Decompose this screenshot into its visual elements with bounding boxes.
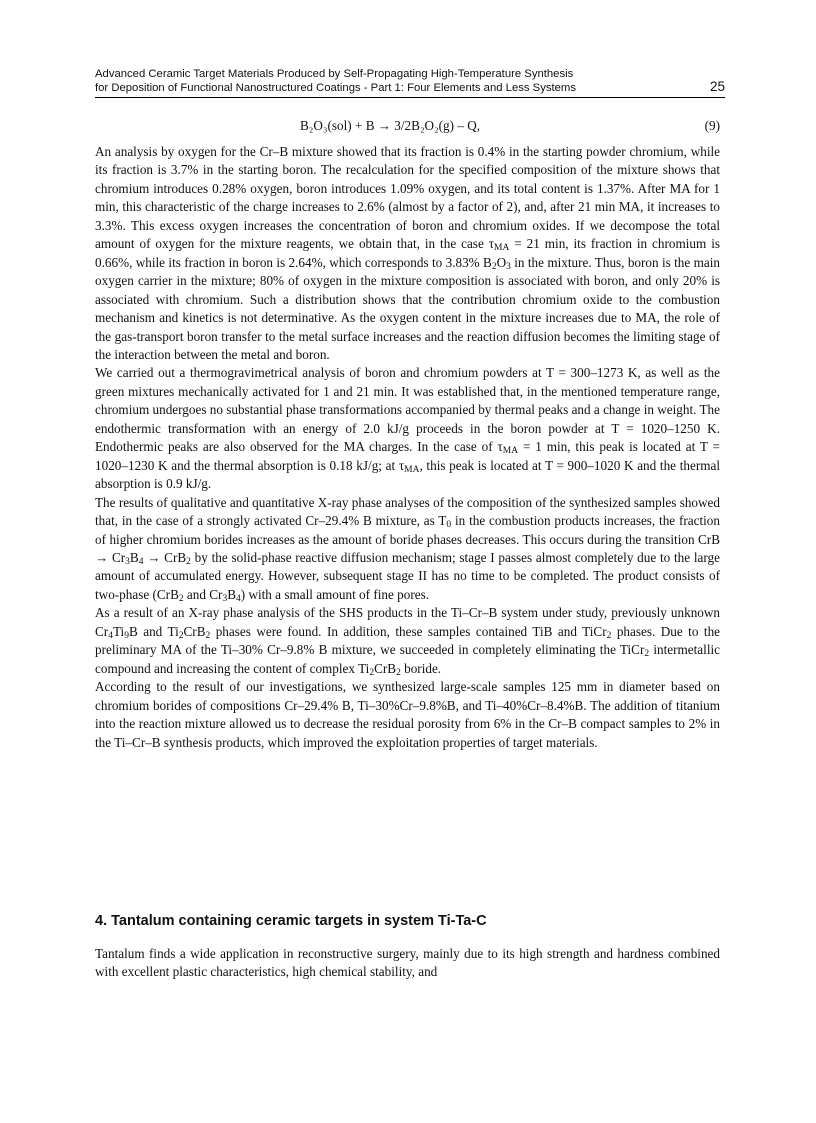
section-body-text bbox=[95, 945, 720, 982]
paragraph: According to the result of our investigations, we synthesized large-scale samples 125 mm in diameter based on chromium borides of compositions Cr–29.4% B, Ti–30%Cr–9.8%B, and Ti–40%Cr–8.4%B. The addition of titanium into the reaction mixture allowed us to decrease the residual porosity from 6% in the Cr–B compact samples to 2% in the Ti–Cr–B synthesis products, which improved the exploitation properties of target materials. bbox=[95, 679, 720, 750]
header-line-1: Advanced Ceramic Target Materials Produced by Self-Propagating High-Temperature Synthesis bbox=[95, 68, 574, 80]
header-line-2: for Deposition of Functional Nanostructured Coatings - Part 1: Four Elements and Less Systems bbox=[95, 81, 576, 94]
section-heading: 4. Tantalum containing ceramic targets in system Ti-Ta-C bbox=[95, 913, 487, 929]
page-number: 25 bbox=[709, 79, 725, 94]
equation-number: (9) bbox=[704, 118, 720, 133]
paragraph: We carried out a thermogravimetrical analysis of boron and chromium powders at T = 300–1273 K, as well as the green mixtures mechanically activated for 1 and 21 min. It was established that, in the mentioned temperature range, chromium undergoes no substantial phase transformations accompanied by thermal peaks and a change in weight. The endothermic transformation with an energy of 2.0 kJ/g proceeds in the boron powder at T = 1020–1250 K. Endothermic peaks are also observed for the MA charges. In the case of $\tau_{MA} = 1$ min, this peak is located at T = 1020–1230 K and the thermal absorption is 0.18 kJ/g; at $\tau_{MA}$, this peak is located at T = 900–1020 K and the thermal absorption is 0.9 kJ/g. bbox=[95, 365, 721, 492]
equation-9 bbox=[95, 115, 720, 135]
paragraph: As a result of an X-ray phase analysis of the SHS products in the Ti–Cr–B system under study, previously unknown $Cr_4Ti_9B$ and $Ti_2CrB_2$ phases were found. In addition, these samples contained TiB and TiCr$_2$ phases. Due to the preliminary MA of the Ti–30% Cr–9.8% B mixture, we succeeded in completely eliminating the TiCr$_2$ intermetallic compound and increasing the content of complex $Ti_2CrB_2$ boride. bbox=[95, 605, 721, 678]
body-text bbox=[95, 143, 720, 752]
running-header bbox=[95, 68, 725, 98]
paragraph: Tantalum finds a wide application in reconstructive surgery, mainly due to its high strength and hardness combined with excellent plastic characteristics, high chemical stability, and bbox=[95, 946, 720, 980]
paragraph: The results of qualitative and quantitative X-ray phase analyses of the composition of the synthesized samples showed that, in the case of a strongly activated Cr–29.4% B mixture, as $T_0$ in the combustion products increases, the fraction of higher chromium borides increases as the amount of boride phases decreases. This occurs during the transition CrB → $Cr_3B_4 \to CrB_2$ by the solid-phase reactive diffusion mechanism; stage I passes almost completely due to the large amount of accumulated energy. However, subsequent stage II has no time to be completed. The product consists of two-phase (CrB$_2$ and $Cr_3B_4$) with a small amount of fine pores. bbox=[95, 494, 720, 604]
equation-formula: B₂O₃(sol) + B → 3/2B₂O₂(g) – Q, bbox=[300, 118, 481, 133]
paragraph: An analysis by oxygen for the Cr–B mixture showed that its fraction is 0.4% in the starting powder chromium, while its fraction is 3.7% in the starting boron. The recalculation for the specified composition of the mixture shows that chromium introduces 0.28% oxygen, boron introduces 1.09% oxygen, and its total content is 1.37%. After MA for 1 min, this characteristic of the charge increases to 2.6% (almost by a factor of 2), and, after 21 min MA, it increases to 3.3%. This excess oxygen increases the concentration of boron and chromium oxides. If we decompose the total amount of oxygen for the mixture reagents, we obtain that, in the case $\tau_{MA} = 21$ min, its fraction in chromium is 0.66%, while its fraction in boron is 2.64%, which corresponds to 3.83% $B_2O_3$ in the mixture. Thus, boron is the main oxygen carrier in the mixture; 80% of oxygen in the mixture composition is associated with boron, and only 20% is associated with chromium. Such a distribution shows that the contribution chromium oxide to the combustion mechanism and kinetics is not determinative. As the oxygen content in the mixture increases due to MA, the role of the gas-transport boron transfer to the metal surface increases and the reaction diffusion becomes the limiting stage of the interaction between the metal and boron. bbox=[95, 144, 720, 362]
